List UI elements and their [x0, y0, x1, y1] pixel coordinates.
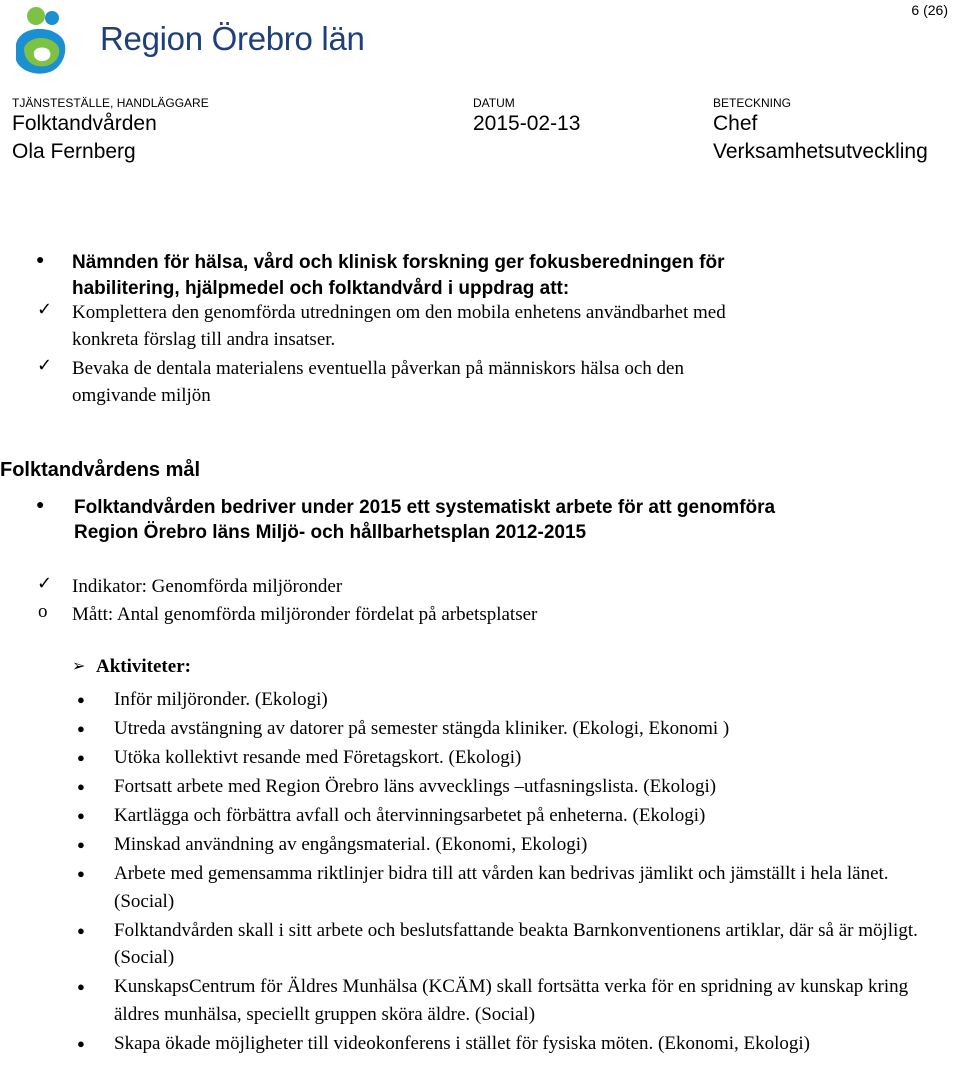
task-2-line-2: omgivande miljön [72, 385, 211, 406]
goals-heading: Folktandvårdens mål [0, 459, 201, 481]
goal-line-2: Region Örebro läns Miljö- och hållbarhetsplan 2012-2015 [74, 522, 587, 543]
list-item: ● Arbete med gemensamma riktlinjer bidra till att vården kan bedrivas jämlikt och jämställt i hela länet. (Social) [72, 860, 952, 915]
indicator: Indikator: Genomförda miljöronder [72, 576, 343, 597]
arrow-bullet-icon: ➢ [72, 656, 86, 675]
bullet-icon: ● [36, 498, 45, 513]
page-number: 6 (26) [911, 2, 948, 18]
goal-line-1: Folktandvården bedriver under 2015 ett systematiskt arbete för att genomföra [74, 497, 776, 518]
list-item: ● Folktandvården skall i sitt arbete och beslutsfattande beakta Barnkonventionens artiklar, där så är möjligt. (Social) [72, 917, 952, 972]
activities-heading: Aktiviteter: [96, 656, 191, 677]
date-label: DATUM [473, 96, 515, 110]
measure: Mått: Antal genomförda miljöronder fördelat på arbetsplatser [72, 604, 538, 625]
region-logo-icon [10, 4, 100, 78]
date-value: 2015-02-13 [473, 112, 581, 135]
list-item: ● Inför miljöronder. (Ekologi) [72, 686, 952, 714]
checkmark-icon: ✓ [37, 355, 53, 376]
unit-value: Folktandvården [12, 112, 157, 135]
checkmark-icon: ✓ [37, 573, 53, 594]
task-1-line-2: konkreta förslag till andra insatser. [72, 329, 336, 350]
assignment-heading-1: Nämnden för hälsa, vård och klinisk forskning ger fokusberedningen för [72, 252, 725, 273]
list-item: ● Utöka kollektivt resande med Företagskort. (Ekologi) [72, 744, 952, 772]
assignment-heading-2: habilitering, hjälpmedel och folktandvård i uppdrag att: [72, 278, 570, 299]
list-item: ● Minskad användning av engångsmaterial. (Ekonomi, Ekologi) [72, 831, 952, 859]
unit-label: TJÄNSTESTÄLLE, HANDLÄGGARE [12, 96, 209, 110]
task-1-line-1: Komplettera den genomförda utredningen om den mobila enhetens användbarhet med [72, 302, 726, 323]
bullet-icon: ● [36, 253, 45, 268]
checkmark-icon: ✓ [37, 299, 53, 320]
list-item: ● Skapa ökade möjligheter till videokonferens i stället för fysiska möten. (Ekonomi, Ekologi) [72, 1030, 952, 1058]
list-item: ● Utreda avstängning av datorer på semester stängda kliniker. (Ekologi, Ekonomi ) [72, 715, 952, 743]
activities-list [72, 686, 952, 1059]
designation-value-2: Verksamhetsutveckling [713, 140, 928, 163]
list-item: ● Kartlägga och förbättra avfall och återvinningsarbetet på enheterna. (Ekologi) [72, 802, 952, 830]
task-2-line-1: Bevaka de dentala materialens eventuella påverkan på människors hälsa och den [72, 358, 684, 379]
list-item: ● Fortsatt arbete med Region Örebro läns avvecklings –utfasningslista. (Ekologi) [72, 773, 952, 801]
designation-value: Chef [713, 112, 758, 135]
designation-label: BETECKNING [713, 96, 792, 110]
handler-value: Ola Fernberg [12, 140, 136, 163]
list-item: ● KunskapsCentrum för Äldres Munhälsa (KCÄM) skall fortsätta verka för en spridning av kunskap kring äldres munhälsa, speciellt gruppen sköra äldre. (Social) [72, 973, 952, 1028]
circle-bullet-icon: o [38, 601, 48, 622]
org-name: Region Örebro län [100, 20, 365, 57]
